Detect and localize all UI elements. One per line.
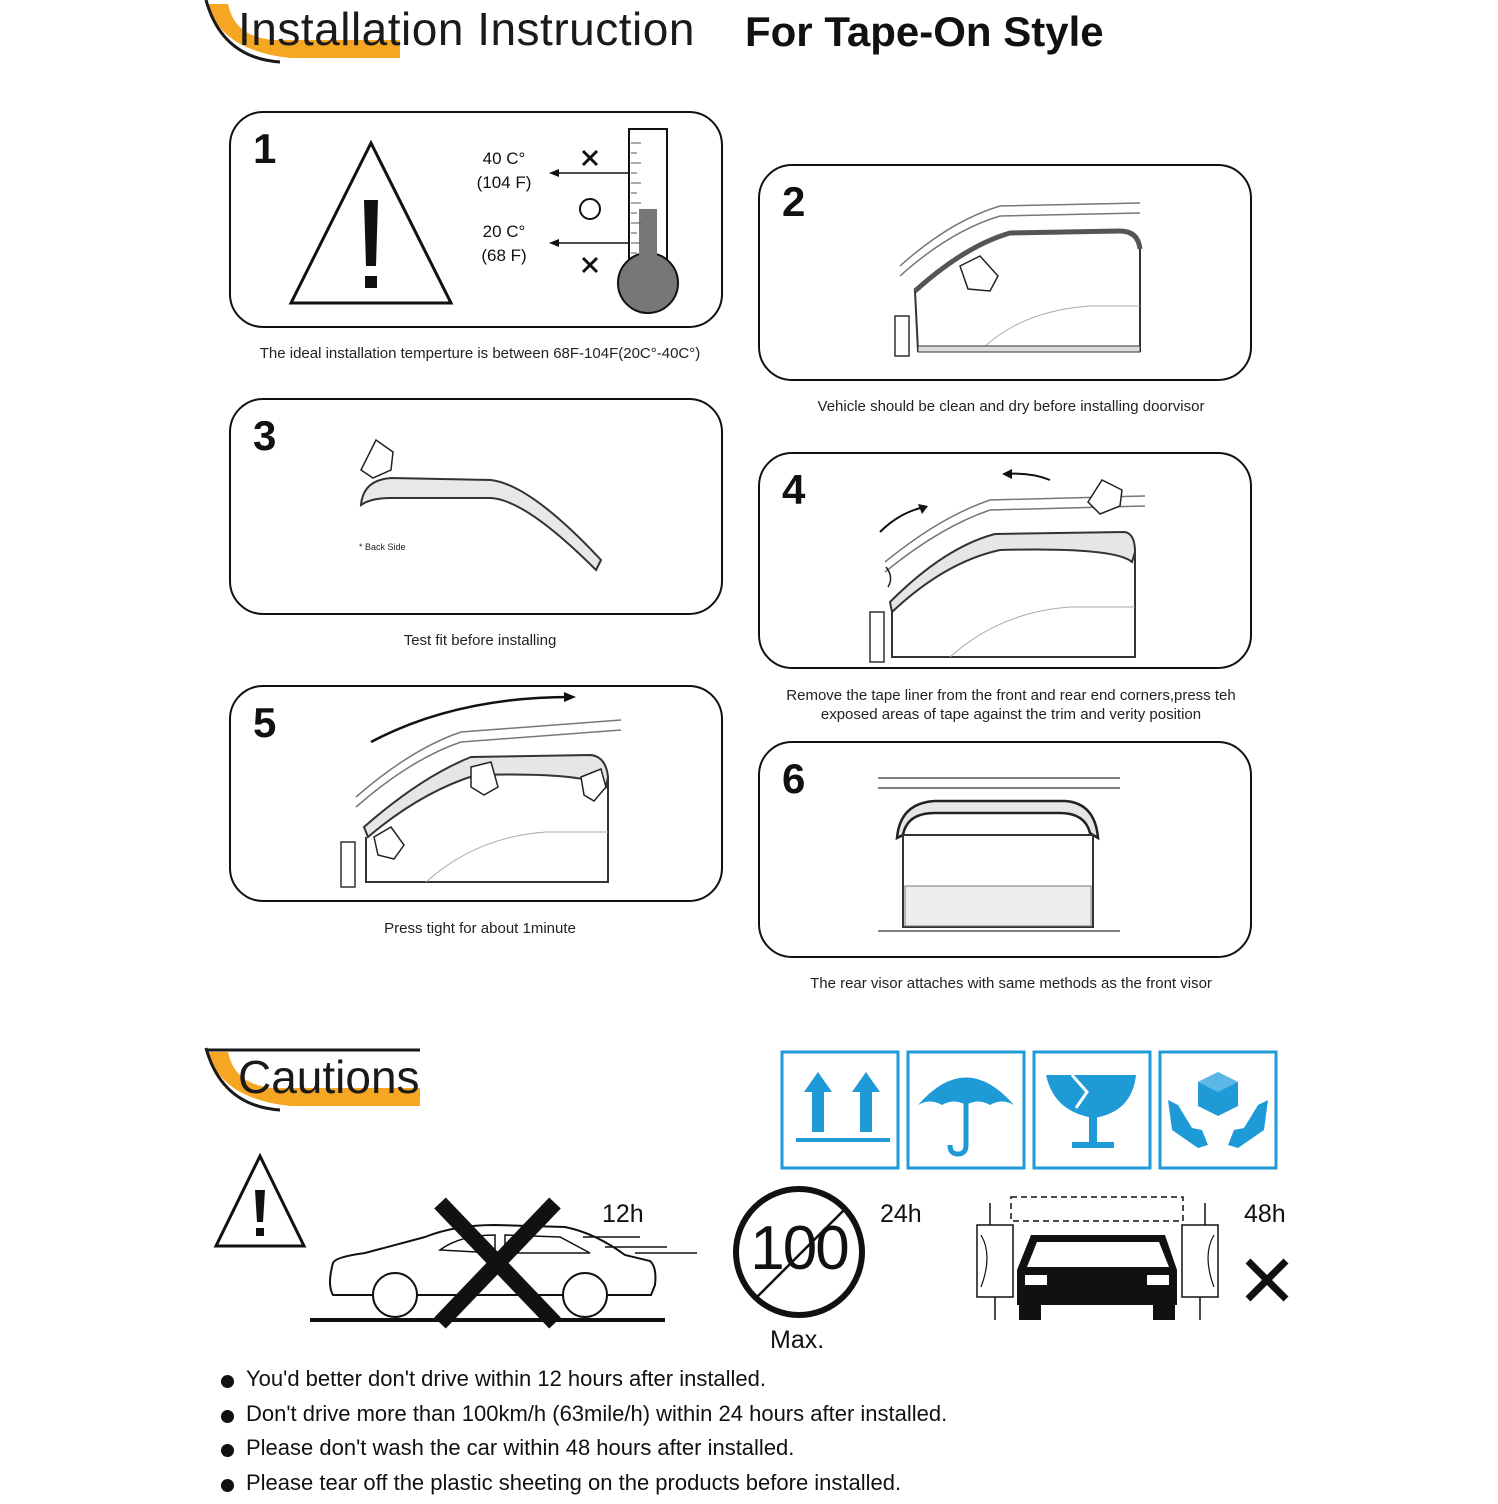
step-3-number: 3	[253, 412, 276, 460]
tape-liner-illustration	[870, 462, 1160, 667]
car-wash-icon	[975, 1195, 1220, 1325]
cautions-title: Cautions	[238, 1050, 420, 1104]
visor-backside-illustration	[351, 430, 611, 580]
drive-hours-label: 12h	[602, 1200, 644, 1229]
page-title: Installation Instruction	[238, 2, 695, 56]
warning-icon	[286, 138, 456, 308]
cautions-list	[216, 1366, 947, 1504]
step-4-panel	[758, 452, 1252, 669]
temp-low-f: (68 F)	[459, 244, 549, 268]
step-5-panel	[229, 685, 723, 902]
door-cleaning-illustration	[890, 191, 1160, 361]
step-3-caption: Test fit before installing	[229, 632, 731, 649]
step-6-caption: The rear visor attaches with same methods as the front visor	[758, 975, 1264, 992]
step-4-number: 4	[782, 466, 805, 514]
step-1-caption: The ideal installation temperture is between 68F-104F(20C°-40C°)	[229, 345, 731, 362]
step-1-number: 1	[253, 125, 276, 173]
keep-dry-icon	[908, 1052, 1024, 1168]
step-4-caption-line1: Remove the tape liner from the front and rear end corners,press teh	[758, 686, 1264, 705]
step-5-caption: Press tight for about 1minute	[229, 920, 731, 937]
step-1-panel	[229, 111, 723, 328]
prohibited-x-icon	[1244, 1257, 1290, 1303]
wash-hours-label: 48h	[1244, 1200, 1286, 1229]
speed-hours-label: 24h	[880, 1200, 922, 1229]
step-3-panel	[229, 398, 723, 615]
step-4-caption-line2: exposed areas of tape against the trim and verity position	[758, 705, 1264, 724]
speed-max-label: Max.	[770, 1326, 824, 1355]
speed-limit-sign	[732, 1185, 866, 1319]
step-5-number: 5	[253, 699, 276, 747]
step-2-caption: Vehicle should be clean and dry before installing doorvisor	[758, 398, 1264, 415]
caution-warning-icon	[212, 1152, 308, 1248]
list-item: Please tear off the plastic sheeting on the products before installed.	[216, 1470, 947, 1504]
step-2-panel	[758, 164, 1252, 381]
rear-visor-illustration	[875, 773, 1125, 943]
step-4-caption	[758, 686, 1264, 724]
temp-low-c: 20 C°	[459, 220, 549, 244]
list-item: Don't drive more than 100km/h (63mile/h) within 24 hours after installed.	[216, 1401, 947, 1436]
step-6-number: 6	[782, 755, 805, 803]
thermometer-icon	[531, 123, 691, 323]
press-tight-illustration	[336, 687, 636, 897]
list-item: Please don't wash the car within 48 hours after installed.	[216, 1435, 947, 1470]
handling-icons	[780, 1050, 1276, 1170]
step-6-panel	[758, 741, 1252, 958]
this-way-up-icon	[782, 1052, 898, 1168]
handle-with-care-icon	[1160, 1052, 1276, 1168]
list-item: You'd better don't drive within 12 hours after installed.	[216, 1366, 947, 1401]
step-2-number: 2	[782, 178, 805, 226]
back-side-note: * Back Side	[359, 542, 406, 552]
page-subtitle: For Tape-On Style	[745, 8, 1104, 56]
temp-high-f: (104 F)	[459, 171, 549, 195]
temp-high-c: 40 C°	[459, 147, 549, 171]
fragile-icon	[1034, 1052, 1150, 1168]
speed-limit-value: 100	[732, 1213, 866, 1284]
